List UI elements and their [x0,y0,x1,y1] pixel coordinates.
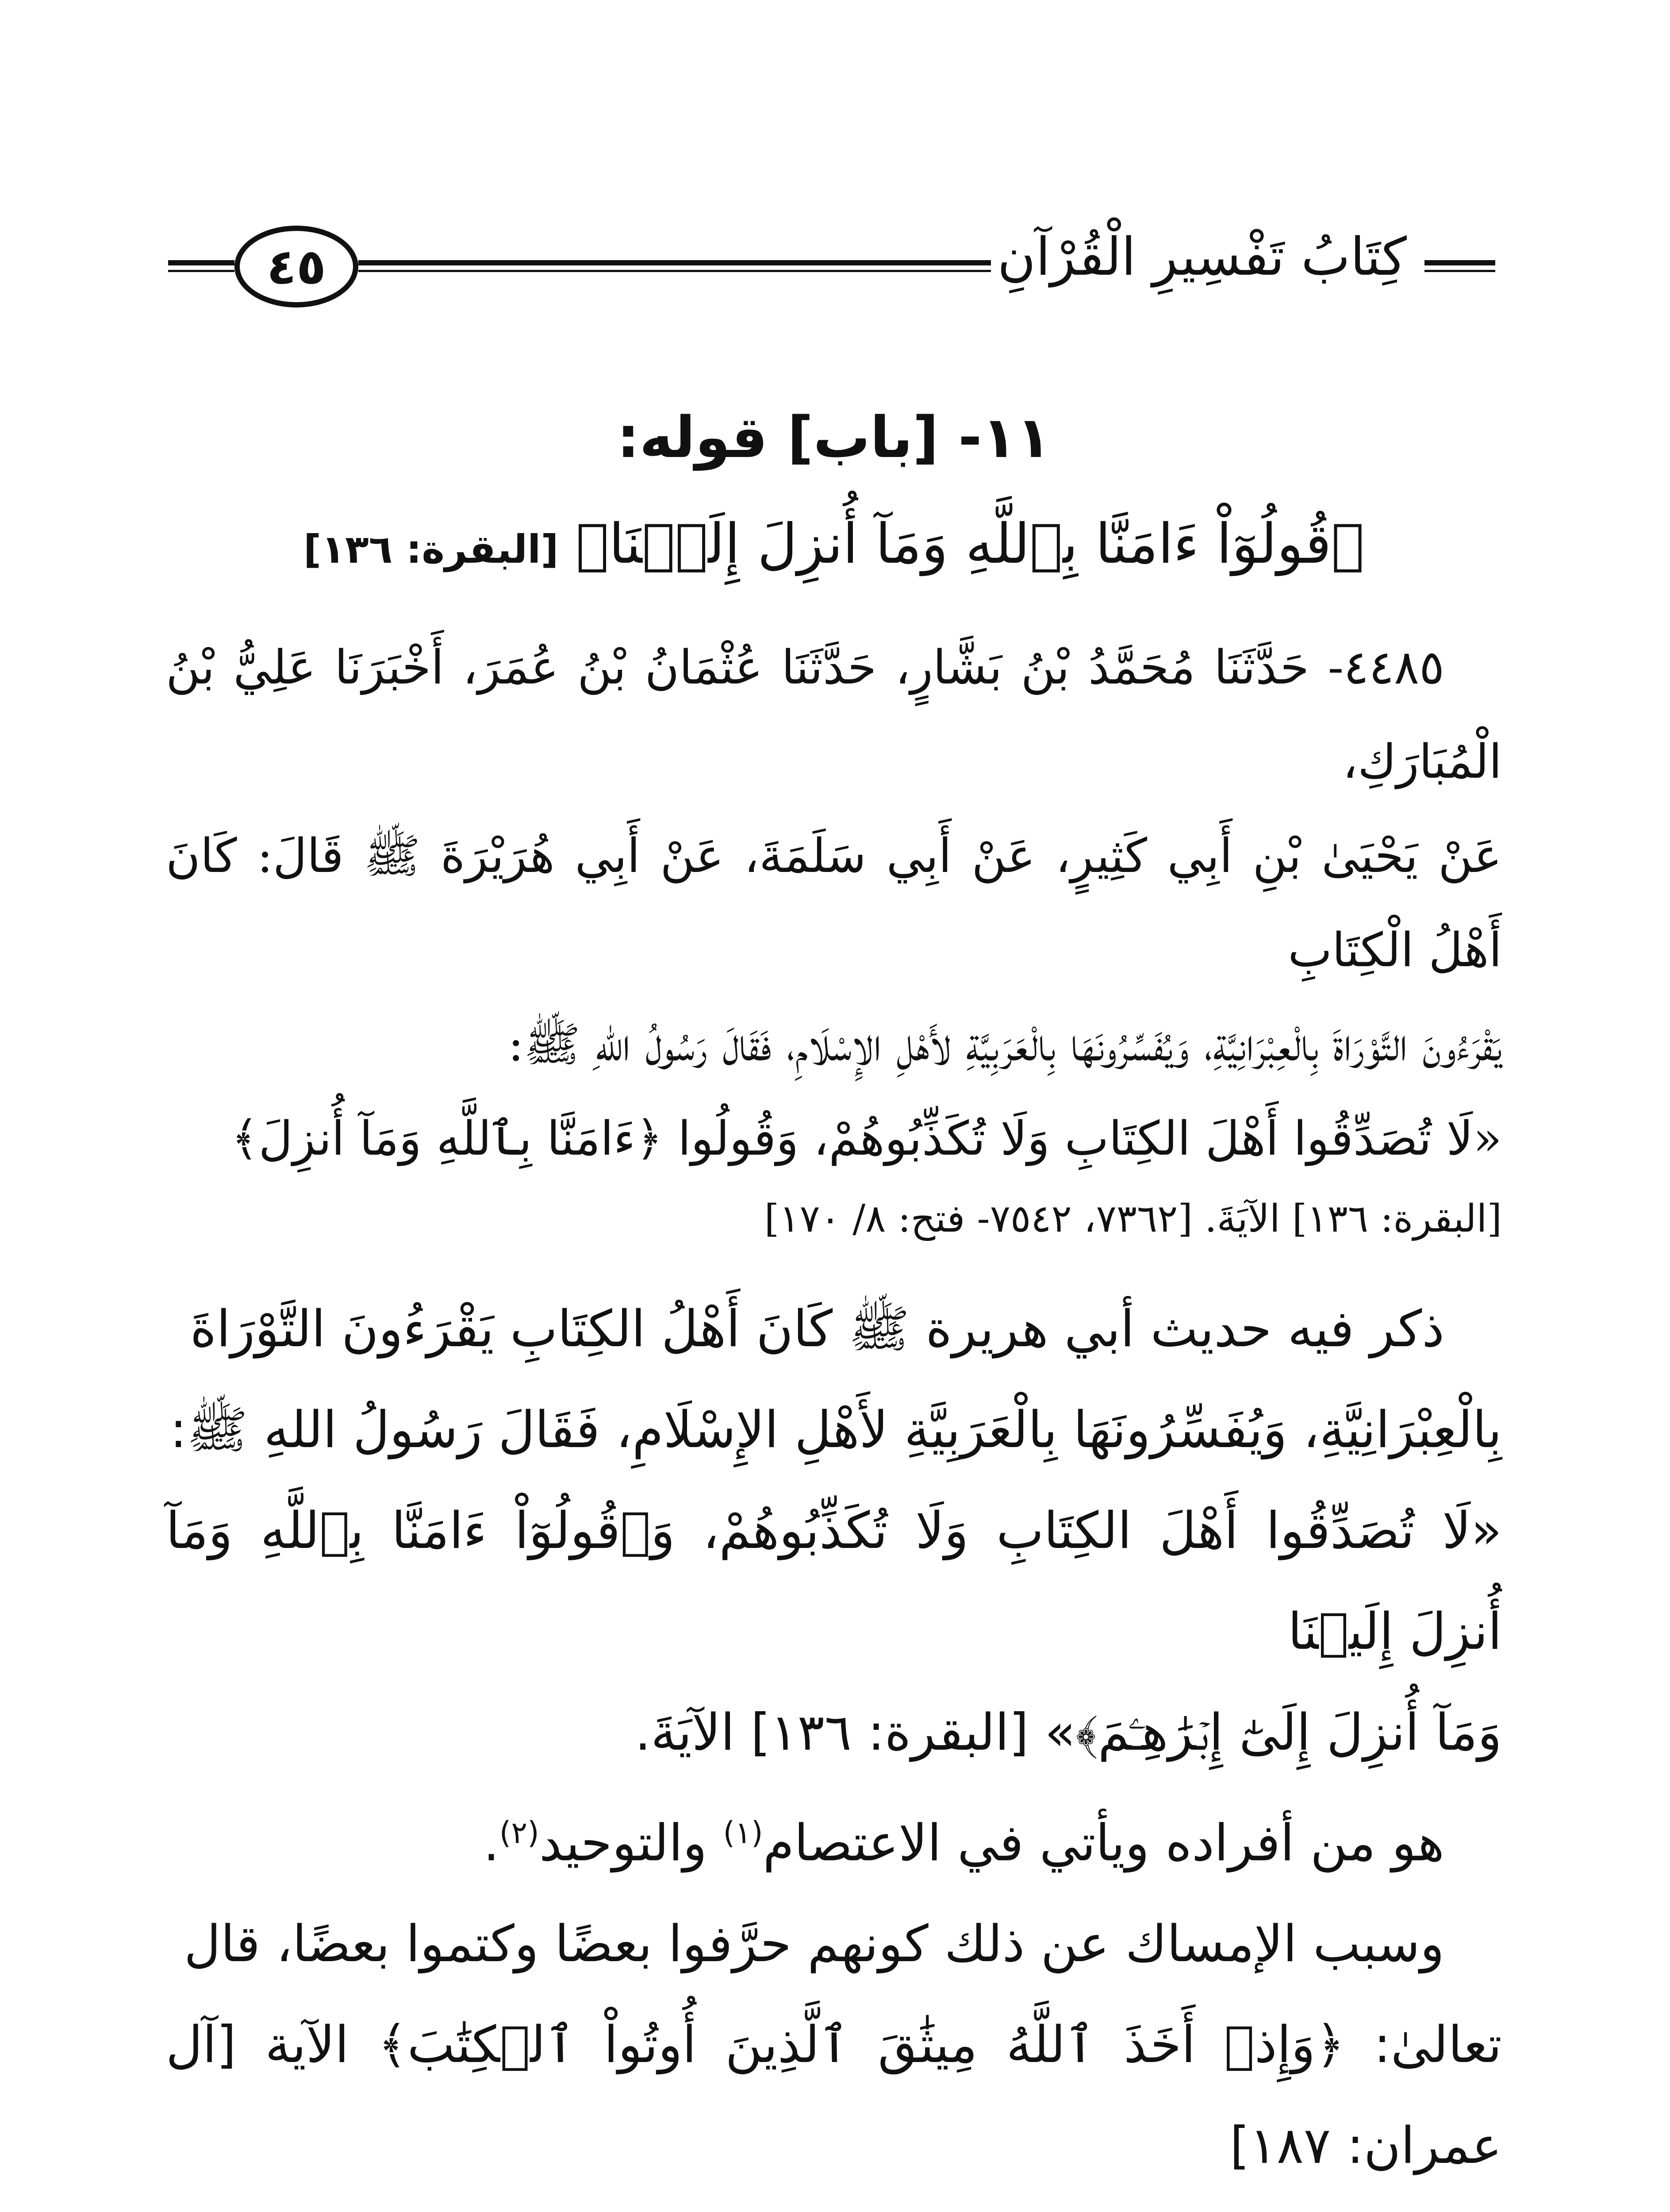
hadith-line: «لَا تُصَدِّقُوا أَهْلَ الكِتَابِ وَلَا تُكَذِّبُوهُمْ، وَقُولُوا ﴿ءَامَنَّا بِٱللَّهِ وَمَآ أُنزِلَ﴾ [231,1111,1502,1166]
commentary-line: بِالْعِبْرَانِيَّةِ، وَيُفَسِّرُونَهَا بِالْعَرَبِيَّةِ لأَهْلِ الإِسْلَامِ، فَقَالَ رَسُولُ اللهِ ﷺ: [169,1400,1502,1459]
header-rule-right [1424,260,1495,272]
header-rule-main [358,260,991,272]
footnote-marker[interactable]: (١) [723,1816,763,1851]
hadith-line: ٤٤٨٥- حَدَّثَنَا مُحَمَّدُ بْنُ بَشَّارٍ، حَدَّثَنَا عُثْمَانُ بْنُ عُمَرَ، أَخْبَرَنَا عَلِيُّ بْنُ الْمُبَارَكِ، [166,640,1502,789]
verse-reference: [البقرة: ١٣٦] [303,526,559,572]
verse-text: ﴿قُولُوٓاْ ءَامَنَّا بِٱللَّهِ وَمَآ أُنزِلَ إِلَيۡنَا﴾ [576,512,1364,576]
commentary-line: وَمَآ أُنزِلَ إِلَىٰٓ إِبۡرَٰهِـۧمَ﴾» [البقرة: ١٣٦] الآيَةَ. [634,1703,1502,1762]
commentary-line: ذكر فيه حديث أبي هريرة ﷺ كَانَ أَهْلُ الكِتَابِ يَقْرَءُونَ التَّوْرَاةَ [190,1299,1444,1358]
commentary-line [166,2196,1502,2212]
page-content [166,389,1502,2212]
commentary [166,1279,1502,2212]
verse-heading [166,491,1502,603]
book-title: كِتَابُ تَفْسِيرِ الْقُرْآنِ [997,226,1407,287]
footnote-marker[interactable]: (٢) [499,1816,539,1851]
hadith-line: عَنْ يَحْيَىٰ بْنِ أَبِي كَثِيرٍ، عَنْ أَبِي سَلَمَةَ، عَنْ أَبِي هُرَيْرَةَ ﷺ قَالَ: كَانَ أَهْلُ الْكِتَابِ [166,829,1502,977]
hadith-line: يَقْرَءُونَ التَّوْرَاةَ بِالْعِبْرَانِيَّةِ، وَيُفَسِّرُونَهَا بِالْعَرَبِيَّةِ لأَهْلِ الإِسْلَامِ، فَقَالَ رَسُولُ اللهِ ﷺ: [508,1017,1502,1071]
page-number: ٤٥ [234,226,358,307]
chapter-heading: ١١- [باب] قوله: [617,405,1051,471]
hadith-text [166,620,1502,1252]
commentary-line: «لَا تُصَدِّقُوا أَهْلَ الكِتَابِ وَلَا تُكَذِّبُوهُمْ، وَ﴿قُولُوٓاْ ءَامَنَّا بِٱللَّهِ وَمَآ أُنزِلَ إِلَيۡنَا [166,1501,1502,1661]
running-header [168,212,1495,327]
commentary-text: . [483,1813,499,1872]
commentary-text: والتوحيد [539,1813,723,1872]
commentary-line: وسبب الإمساك عن ذلك كونهم حرَّفوا بعضًا وكتموا بعضًا، قال [184,1914,1444,1973]
commentary-line [166,1783,1502,1893]
commentary-text: هو من أفراده ويأتي في الاعتصام [763,1813,1444,1872]
header-rule-left [168,260,234,272]
commentary-line: تعالىٰ: ﴿وَإِذۡ أَخَذَ ٱللَّهُ مِيثَٰقَ ٱلَّذِينَ أُوتُواْ ٱلۡكِتَٰبَ﴾ الآية [آل عمران: ١٨٧] [166,2015,1502,2175]
hadith-reference: [البقرة: ١٣٦] الآيَةَ. [٧٣٦٢، ٧٥٤٢- فتح: ٨/ ١٧٠] [764,1197,1502,1241]
